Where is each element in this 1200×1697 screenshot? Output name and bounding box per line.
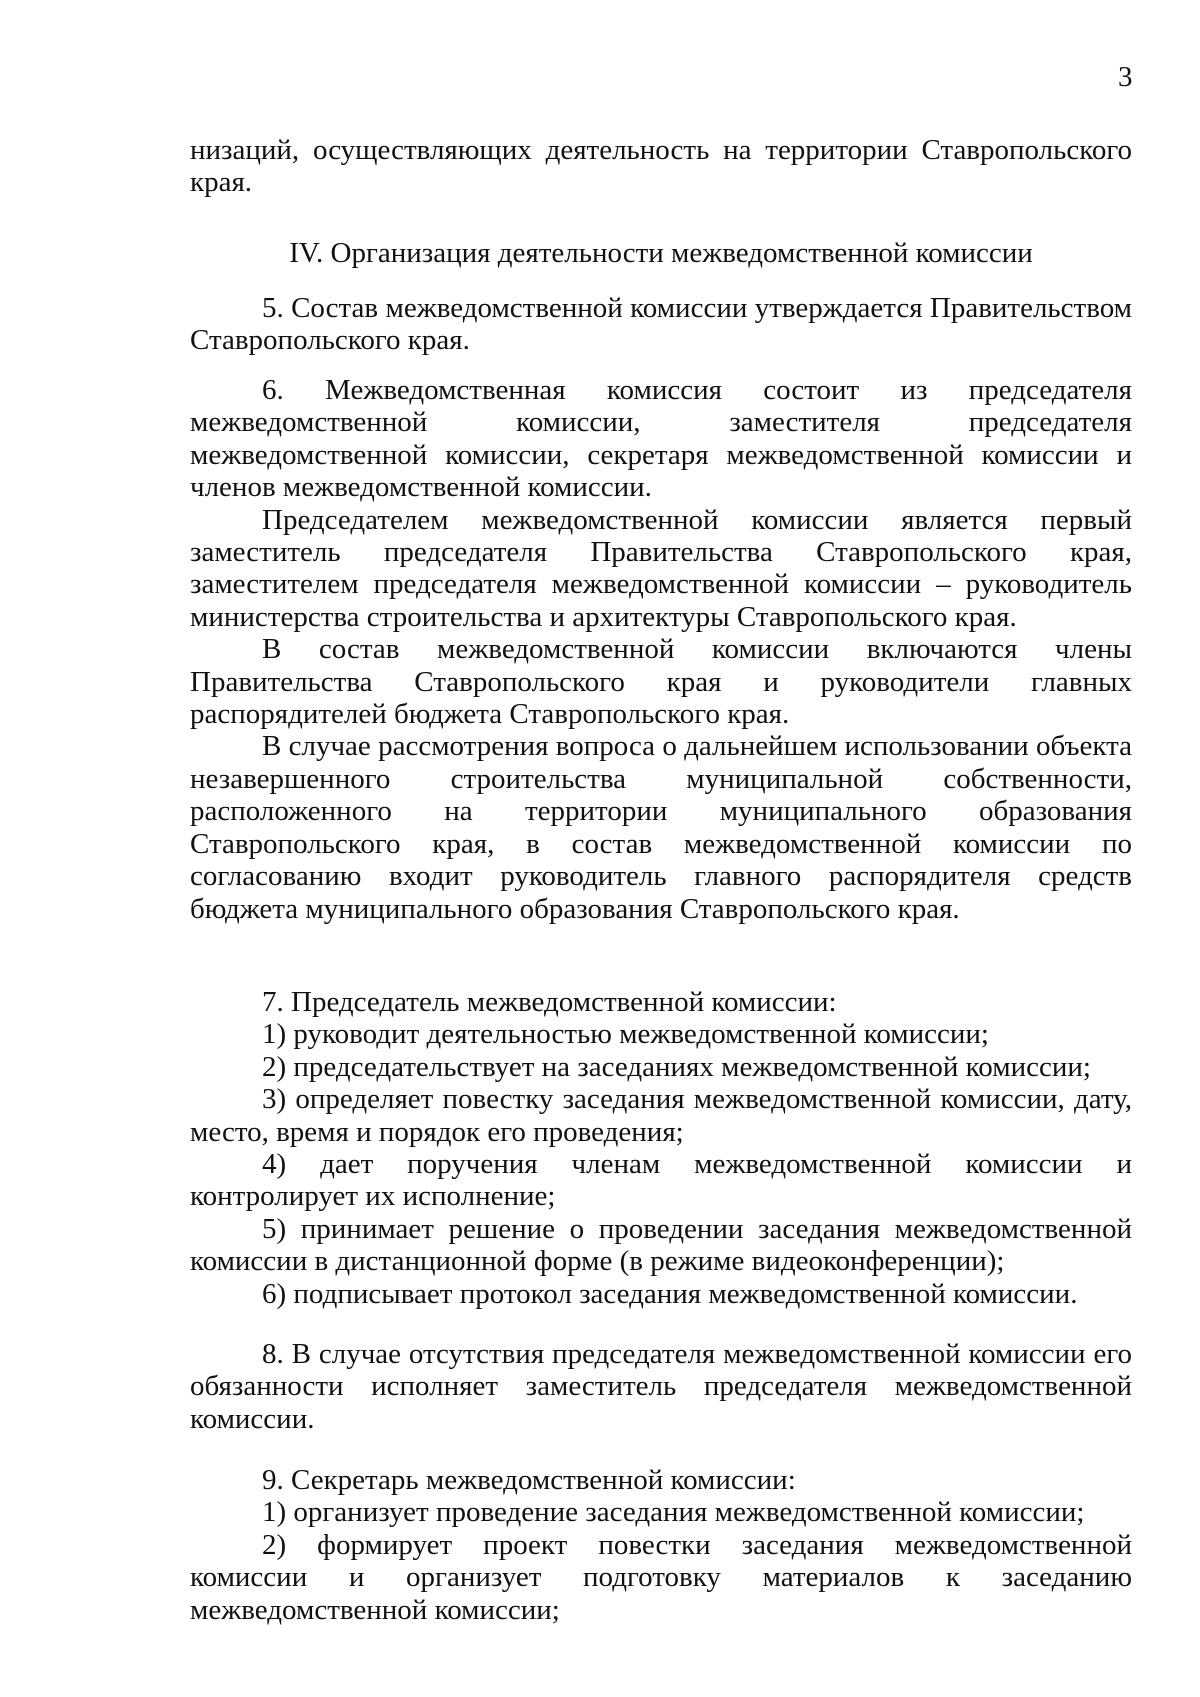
- page-number: 3: [1118, 61, 1133, 93]
- item-7-sub-6: 6) подписывает протокол заседания межведомственной комиссии.: [262, 1277, 1078, 1310]
- item-7-title: 7. Председатель межведомственной комиссии:: [262, 986, 837, 1018]
- item-8-block: [190, 1338, 1132, 1435]
- item-7-sub-1: 1) руководит деятельностью межведомственной комиссии;: [262, 1018, 989, 1051]
- intro-paragraph-block: [190, 134, 1132, 199]
- item-6-paragraph-3: В состав межведомственной комиссии включаются члены Правительства Ставропольского края и руководители главных распорядителей бюджета Ставропольского края.: [190, 633, 1132, 731]
- item-7-sub-4: 4) дает поручения членам межведомственной комиссии и контролирует их исполнение;: [190, 1148, 1132, 1213]
- item-5-paragraph: 5. Состав межведомственной комиссии утверждается Правительством Ставропольского края.: [190, 292, 1132, 357]
- item-8-paragraph: 8. В случае отсутствия председателя межведомственной комиссии его обязанности исполняет заместитель председателя межведомственной комиссии.: [190, 1338, 1132, 1435]
- item-6-block: [190, 374, 1132, 925]
- item-7-sub-2: 2) председательствует на заседаниях межведомственной комиссии;: [262, 1050, 1091, 1083]
- item-9-sub-1: 1) организует проведение заседания межведомственной комиссии;: [262, 1496, 1085, 1529]
- item-7-block: [190, 986, 1132, 1310]
- section-heading: IV. Организация деятельности межведомственной комиссии: [289, 237, 1033, 269]
- item-7-sub-3: 3) определяет повестку заседания межведомственной комиссии, дату, место, время и порядок его проведения;: [190, 1083, 1132, 1148]
- item-5-block: [190, 292, 1132, 357]
- item-6-paragraph-1: 6. Межведомственная комиссия состоит из председателя межведомственной комиссии, заместителя председателя межведомственной комиссии, секретаря межведомственной комиссии и членов межведомственной комиссии.: [190, 374, 1132, 504]
- item-6-paragraph-2: Председателем межведомственной комиссии является первый заместитель председателя Правительства Ставропольского края, заместителем председателя межведомственной комиссии – руководитель министерства строительства и архитектуры Ставропольского края.: [190, 503, 1132, 633]
- item-6-paragraph-4: В случае рассмотрения вопроса о дальнейшем использовании объекта незавершенного строительства муниципальной собственности, расположенного на территории муниципального образования Ставропольского края, в состав межведомственной комиссии по согласованию входит руководитель главного распорядителя средств бюджета муниципального образования Ставропольского края.: [190, 730, 1132, 925]
- intro-paragraph: низаций, осуществляющих деятельность на территории Ставропольского края.: [190, 134, 1132, 199]
- item-9-sub-2: 2) формирует проект повестки заседания межведомственной комиссии и организует подготовку материалов к заседанию межведомственной комиссии;: [190, 1528, 1132, 1626]
- item-7-sub-5: 5) принимает решение о проведении заседания межведомственной комиссии в дистанционной форме (в режиме видеоконференции);: [190, 1212, 1132, 1278]
- item-9-block: [190, 1464, 1132, 1626]
- item-9-title: 9. Секретарь межведомственной комиссии:: [262, 1464, 796, 1496]
